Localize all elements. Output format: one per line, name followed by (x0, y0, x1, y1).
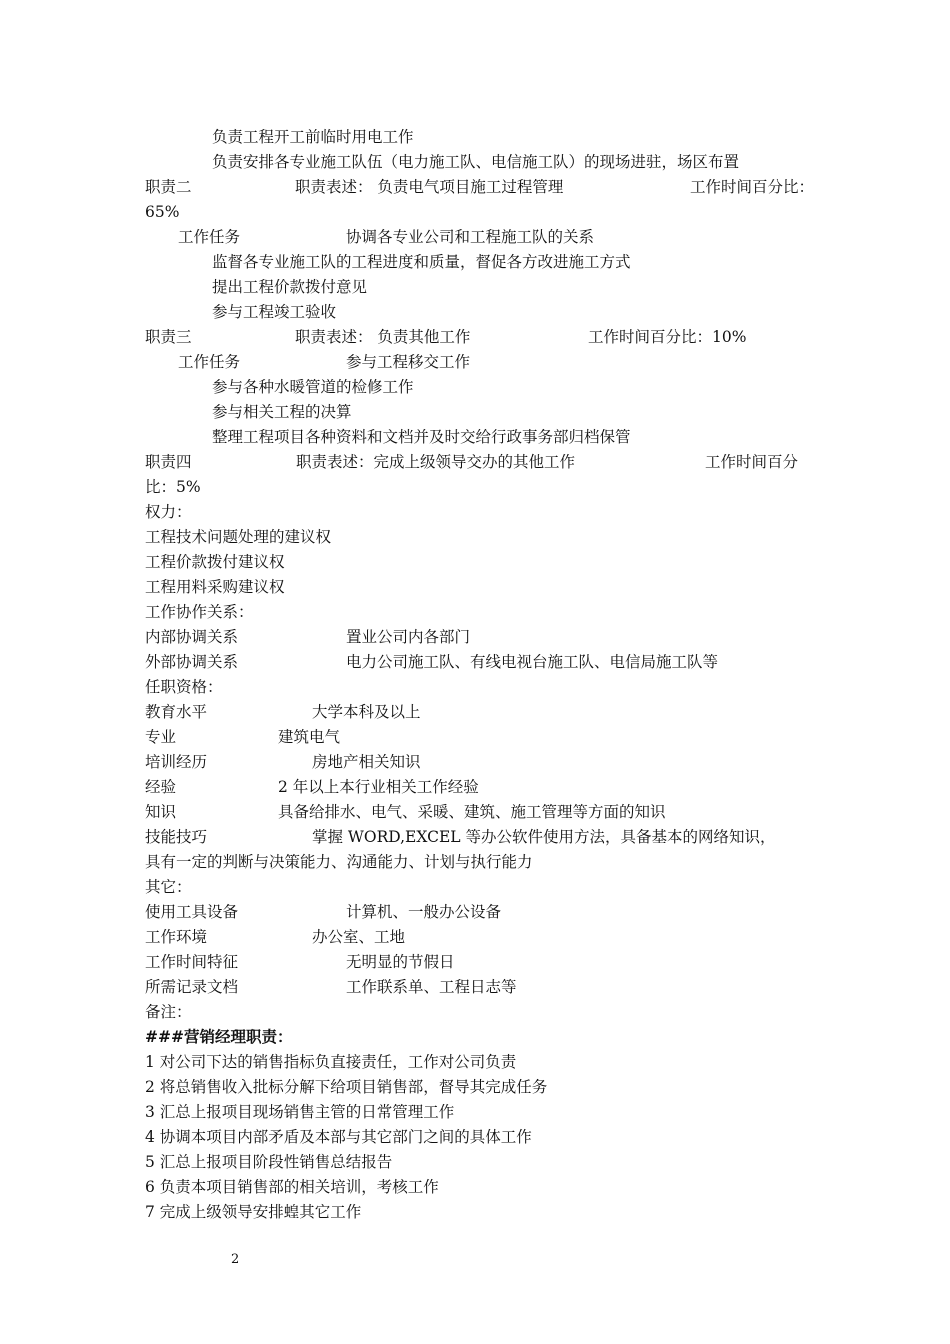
power-item: 工程价款拨付建议权 (145, 553, 285, 571)
field-label: 经验 (145, 778, 177, 796)
field-label: 外部协调关系 (145, 653, 239, 671)
duty-percent-label: 工作时间百分比： (690, 178, 815, 196)
field-value: 建筑电气 (278, 728, 341, 746)
field-value: 房地产相关知识 (312, 753, 421, 771)
section-heading: 备注： (145, 1003, 192, 1021)
section-heading: 工作协作关系： (145, 603, 254, 621)
list-item: 4 协调本项目内部矛盾及本部与其它部门之间的具体工作 (145, 1128, 532, 1146)
field-label: 教育水平 (145, 703, 208, 721)
field-label: 内部协调关系 (145, 628, 239, 646)
duty-task-line: 协调各专业公司和工程施工队的关系 (346, 228, 595, 246)
field-value: 无明显的节假日 (346, 953, 455, 971)
field-value-wrap: 具有一定的判断与决策能力、沟通能力、计划与执行能力 (145, 853, 533, 871)
task-label: 工作任务 (178, 353, 241, 371)
field-label: 知识 (145, 803, 177, 821)
duty-task-line: 整理工程项目各种资料和文档并及时交给行政事务部归档保管 (212, 428, 631, 446)
field-value: 电力公司施工队、有线电视台施工队、电信局施工队等 (346, 653, 719, 671)
duty-description: 职责表述： 负责其他工作 (295, 328, 471, 346)
duty-task-line: 负责安排各专业施工队伍（电力施工队、电信施工队）的现场进驻，场区布置 (212, 153, 740, 171)
duty-label: 职责四 (145, 453, 192, 471)
list-item: 7 完成上级领导安排蝗其它工作 (145, 1203, 362, 1221)
list-item: 3 汇总上报项目现场销售主管的日常管理工作 (145, 1103, 455, 1121)
duty-percent-value: 比：5% (145, 478, 201, 496)
field-value: 具备给排水、电气、采暖、建筑、施工管理等方面的知识 (278, 803, 666, 821)
field-value: 大学本科及以上 (312, 703, 421, 721)
duty-percent-value: 65% (145, 203, 180, 221)
list-item: 1 对公司下达的销售指标负直接责任，工作对公司负责 (145, 1053, 517, 1071)
field-label: 培训经历 (145, 753, 208, 771)
duty-label: 职责二 (145, 178, 192, 196)
field-value: 掌握 WORD,EXCEL 等办公软件使用方法，具备基本的网络知识， (312, 828, 776, 846)
duty-label: 职责三 (145, 328, 192, 346)
duty-task-line: 参与相关工程的决算 (212, 403, 352, 421)
duty-description: 职责表述： 负责电气项目施工过程管理 (295, 178, 564, 196)
field-value: 2 年以上本行业相关工作经验 (278, 778, 479, 796)
duty-percent: 工作时间百分比：10% (588, 328, 747, 346)
power-item: 工程用料采购建议权 (145, 578, 285, 596)
field-label: 技能技巧 (145, 828, 208, 846)
sales-manager-heading: ###营销经理职责： (145, 1027, 293, 1046)
list-item: 5 汇总上报项目阶段性销售总结报告 (145, 1153, 393, 1171)
list-item: 2 将总销售收入批标分解下给项目销售部，督导其完成任务 (145, 1078, 548, 1096)
section-heading: 其它： (145, 878, 192, 896)
field-value: 置业公司内各部门 (346, 628, 471, 646)
page-number: 2 (231, 1252, 240, 1267)
task-label: 工作任务 (178, 228, 241, 246)
list-item: 6 负责本项目销售部的相关培训，考核工作 (145, 1178, 439, 1196)
section-heading: 任职资格： (145, 678, 223, 696)
duty-task-line: 负责工程开工前临时用电工作 (212, 128, 414, 146)
field-label: 专业 (145, 728, 177, 746)
power-item: 工程技术问题处理的建议权 (145, 528, 332, 546)
duty-task-line: 参与各种水暖管道的检修工作 (212, 378, 414, 396)
field-label: 所需记录文档 (145, 978, 239, 996)
field-value: 计算机、一般办公设备 (346, 903, 502, 921)
field-value: 工作联系单、工程日志等 (346, 978, 517, 996)
duty-task-line: 参与工程竣工验收 (212, 303, 337, 321)
duty-task-line: 监督各专业施工队的工程进度和质量，督促各方改进施工方式 (212, 253, 631, 271)
duty-percent-label: 工作时间百分 (705, 453, 799, 471)
duty-description: 职责表述：完成上级领导交办的其他工作 (296, 453, 576, 471)
field-label: 使用工具设备 (145, 903, 239, 921)
field-label: 工作时间特征 (145, 953, 239, 971)
section-heading: 权力： (145, 503, 192, 521)
duty-task-line: 提出工程价款拨付意见 (212, 278, 368, 296)
duty-task-line: 参与工程移交工作 (346, 353, 471, 371)
field-value: 办公室、工地 (312, 928, 406, 946)
field-label: 工作环境 (145, 928, 208, 946)
